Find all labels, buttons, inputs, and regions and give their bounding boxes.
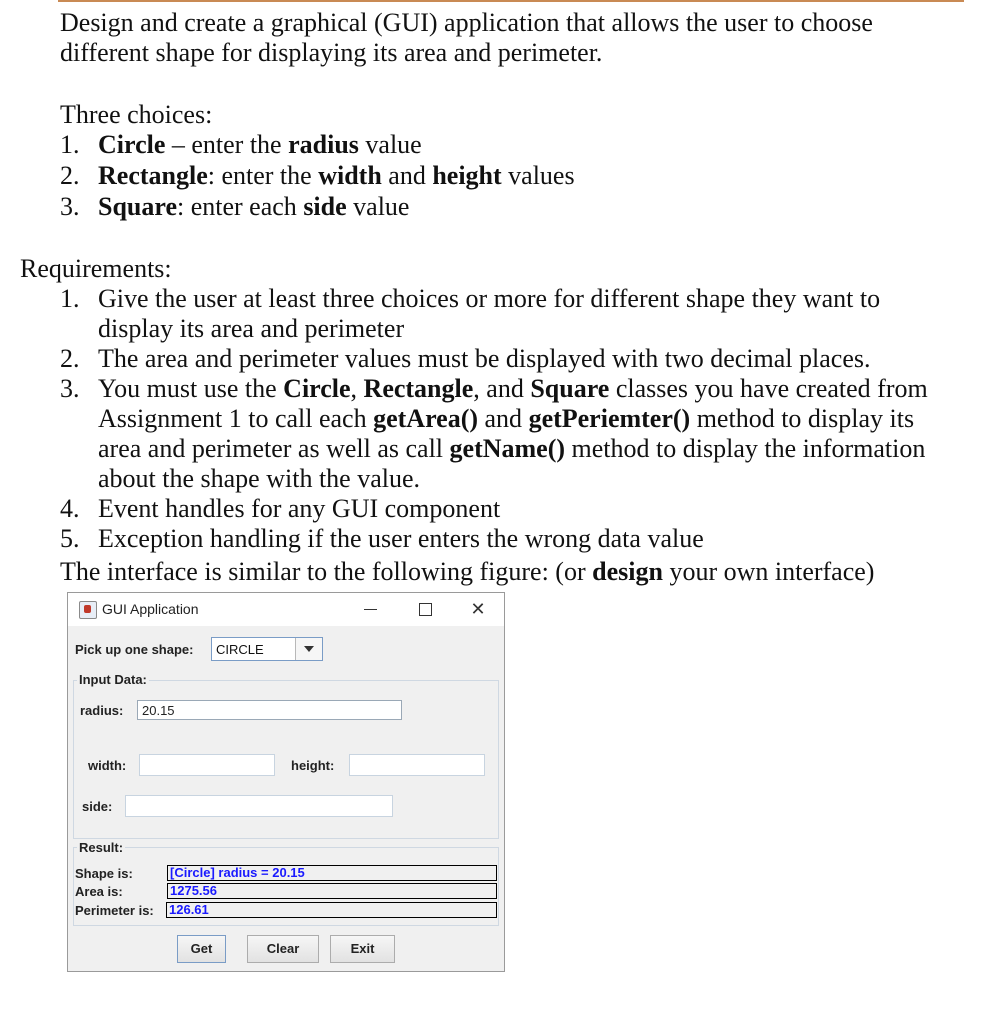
- choice-item-circle: 1. Circle – enter the radius value: [60, 130, 422, 159]
- choices-list: [60, 130, 575, 223]
- radius-label: radius:: [80, 703, 124, 718]
- height-input[interactable]: [349, 754, 485, 776]
- input-data-legend: Input Data:: [79, 672, 147, 687]
- requirements-list: [60, 284, 960, 554]
- requirement-5: 5. Exception handling if the user enters the wrong data value: [60, 524, 704, 553]
- window-titlebar[interactable]: [68, 593, 504, 626]
- choice-item-rectangle: 2. Rectangle: enter the width and height values: [60, 161, 575, 190]
- area-is-label: Area is:: [75, 884, 123, 899]
- requirement-1: 1. Give the user at least three choices or more for different shape they want to display its area and perimeter: [60, 284, 881, 343]
- height-label: height:: [291, 758, 335, 773]
- perimeter-is-value: 126.61: [166, 902, 497, 918]
- side-input[interactable]: [125, 795, 393, 817]
- pick-shape-label: Pick up one shape:: [75, 642, 194, 657]
- chevron-down-icon[interactable]: [295, 638, 322, 660]
- maximize-button[interactable]: [410, 597, 440, 621]
- width-label: width:: [88, 758, 127, 773]
- perimeter-is-label: Perimeter is:: [75, 903, 154, 918]
- minimize-icon: [364, 609, 377, 610]
- requirement-3: 3. You must use the Circle, Rectangle, and Square classes you have created from Assignment 1 to call each getArea() and getPeriemter() method to display its area and perimeter as well as call getName() method to display the information about the shape with the value.: [60, 374, 928, 493]
- side-label: side:: [82, 799, 113, 814]
- width-input[interactable]: [139, 754, 275, 776]
- shape-select[interactable]: [211, 637, 323, 661]
- intro-line-2: different shape for displaying its area and perimeter.: [60, 38, 603, 67]
- close-icon: ✕: [470, 599, 486, 619]
- exit-button[interactable]: Exit: [330, 935, 395, 963]
- clear-button[interactable]: Clear: [247, 935, 319, 963]
- choices-heading: Three choices:: [60, 100, 213, 129]
- requirement-4: 4. Event handles for any GUI component: [60, 494, 501, 523]
- requirements-heading: Requirements:: [20, 254, 172, 283]
- minimize-button[interactable]: [356, 597, 386, 621]
- requirement-2: 2. The area and perimeter values must be displayed with two decimal places.: [60, 344, 871, 373]
- close-button[interactable]: [463, 597, 493, 621]
- shape-is-value: [Circle] radius = 20.15: [167, 865, 497, 881]
- intro-paragraph: [60, 8, 940, 68]
- maximize-icon: [419, 603, 432, 616]
- result-legend: Result:: [79, 840, 124, 855]
- java-app-icon: [79, 601, 97, 619]
- gui-application-window: [67, 592, 505, 972]
- choice-item-square: 3. Square: enter each side value: [60, 192, 410, 221]
- closing-sentence: The interface is similar to the following figure: (or design your own interface): [60, 557, 875, 586]
- shape-is-label: Shape is:: [75, 866, 133, 881]
- get-button[interactable]: Get: [177, 935, 226, 963]
- area-is-value: 1275.56: [167, 883, 497, 899]
- shape-select-value: CIRCLE: [216, 642, 264, 657]
- intro-line-1: Design and create a graphical (GUI) application that allows the user to choose: [60, 8, 873, 37]
- radius-input[interactable]: 20.15: [137, 700, 402, 720]
- window-title: GUI Application: [102, 601, 199, 617]
